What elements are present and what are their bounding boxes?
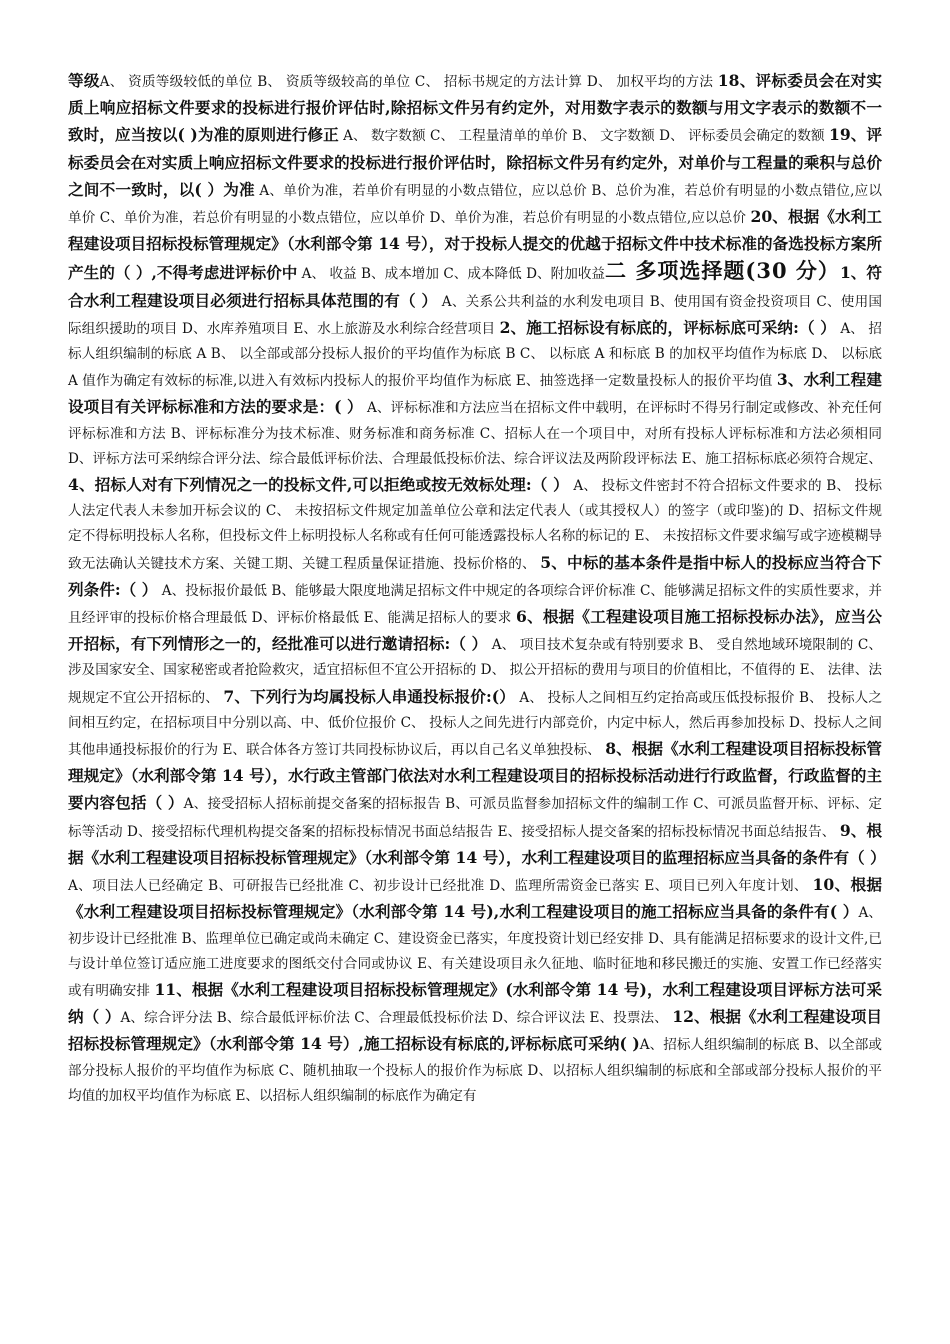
question-stem: 4、招标人对有下列情况之一的投标文件,可以拒绝或按无效标处理:（ ） [68,475,569,495]
question-stem: 2、施工招标设有标底的，评标标底可采纳:（ ） [499,317,836,337]
question-stem: 12、根据《水利工程建设项目招标投标管理规定》（水利部令第 14 号）,施工招标设有标底的,评标标底可采纳( ) [68,1007,882,1054]
question-stem: 1、符合水利工程建设项目必须进行招标具体范围的有（ ） [68,263,882,310]
question-stem: 等级 [68,71,100,90]
question-stem: 5、中标的基本条件是指中标人的投标应当符合下列条件:（ ） [68,552,882,599]
answer-options: A、 数字数额 C、 工程量清单的单价 B、 文字数额 D、 评标委员会确定的数额 [338,128,829,145]
answer-options: A、项目法人已经确定 B、可研报告已经批准 C、初步设计已经批准 D、监理所需资金已落实 E、项目已列入年度计划、 [68,878,813,895]
question-stem: 7、下列行为均属投标人串通投标报价:(） [223,686,515,706]
question-stem: 9、根据《水利工程建设项目招标投标管理规定》（水利部令第 14 号），水利工程建设项目的监理招标应当具备的条件有（ ） [68,820,886,867]
question-stem: 19、评标委员会在对实质上响应招标文件要求的投标进行报价评估时，除招标文件另有约定外，对单价与工程量的乘积与总价之间不一致时，以( ）为准 [68,125,883,199]
question-stem: 20、根据《水利工程建设项目招标投标管理规定》（水利部令第 14 号），对于投标人提交的优越于招标文件中技术标准的备选投标方案所产生的（ ）,不得考虑进评标价中 [68,207,882,283]
question-stem: 10、根据《水利工程建设项目招标投标管理规定》（水利部令第 14 号),水利工程建设项目的施工招标应当具备的条件有( ） [68,875,882,922]
answer-options: A、 招标人组织编制的标底 A B、 以全部或部分投标人报价的平均值作为标底 B C、 以标底 A 和标底 B 的加权平均值作为标底 D、 以标底 A 值作为确定有效标的标准,以进入有效标内投标人的报价平均值作为标底 E、抽签选择一定数量投标人的报价平均值 [68,320,882,390]
answer-options: A、接受招标人招标前提交备案的招标报告 B、可派员监督参加招标文件的编制工作 C、可派员监督开标、评标、定标等活动 D、接受招标代理机构提交备案的招标投标情况书面总结报告 E、接受招标人提交备案的招标投标情况书面总结报告、 [68,796,882,840]
answer-options: A、 资质等级较低的单位 B、 资质等级较高的单位 C、 招标书规定的方法计算 D、 加权平均的方法 [99,74,718,90]
question-stem: 3、水利工程建设项目有关评标标准和方法的要求是：( ） [68,370,882,417]
answer-options: A、综合评分法 B、综合最低评标价法 C、合理最低投标价法 D、综合评议法 E、投票法、 [120,1010,673,1027]
document-body-text [68,68,886,1109]
answer-options: A、 投标文件密封不符合招标文件要求的 B、 投标人法定代表人未参加开标会议的 C、 未按招标文件规定加盖单位公章和法定代表人（或其授权人）的签字（或印鉴)的 D、招标文件规定不得标明投标人名称，但投标文件上标明投标人名称或有任何可能透露投标人名称的标记的 E、 未按招标文件要求编写或字迹模糊导致无法确认关键技术方案、关键工期、关键工程质量保证措施、投标价格的、 [68,478,883,572]
answer-options: A、初步设计已经批准 B、监理单位已确定或尚未确定 C、建设资金已落实，年度投资计划已经安排 D、具有能满足招标要求的设计文件,已与设计单位签订适应施工进度要求的图纸交付合同或协议 E、有关建设项目永久征地、临时征地和移民搬迁的实施、安置工作已经落实或有明确安排 [68,905,882,999]
answer-options: A、投标报价最低 B、能够最大限度地满足招标文件中规定的各项综合评价标准 C、能够满足招标文件的实质性要求，并且经评审的投标价格合理最低 D、评标价格最低 E、能满足招标人的要求 [68,582,883,627]
question-stem: 18、评标委员会在对实质上响应招标文件要求的投标进行报价评估时,除招标文件另有约定外，对用数字表示的数额与用文字表示的数额不一致时，应当按以( )为准的原则进行修正 [68,71,882,145]
answer-options: A、评标标准和方法应当在招标文件中载明，在评标时不得另行制定或修改、补充任何评标标准和方法 B、评标标准分为技术标准、财务标准和商务标准 C、招标人在一个项目中，对所有投标人评标标准和方法必须相同 D、评标方法可采纳综合评分法、综合最低评标价法、合理最低投标价法、综合评议法及两阶段评标法 E、施工招标标底必须符合规定、 [68,400,882,467]
question-stem: 8、根据《水利工程建设项目招标投标管理规定》（水利部令第 14 号），水行政主管部门依法对水利工程建设项目的招标投标活动进行行政监督，行政监督的主要内容包括（ ） [68,739,883,813]
answer-options: A、单价为准，若单价有明显的小数点错位，应以总价 B、总价为准，若总价有明显的小数点错位,应以单价 C、单价为准，若总价有明显的小数点错位，应以单价 D、单价为准，若总价有明显的小数点错位,应以总价 [68,182,882,227]
answer-options: A、 项目技术复杂或有特别要求 B、 受自然地域环境限制的 C、 涉及国家安全、国家秘密或者抢险救灾，适宜招标但不宜公开招标的 D、 拟公开招标的费用与项目的价值相比，不值得的 E、 法律、法规规定不宜公开招标的、 [68,637,883,706]
answer-options: A、关系公共利益的水利发电项目 B、使用国有资金投资项目 C、使用国际组织援助的项目 D、水库养殖项目 E、水上旅游及水利综合经营项目 [68,293,882,337]
answer-options: A、 投标人之间相互约定抬高或压低投标报价 B、 投标人之间相互约定，在招标项目中分别以高、中、低价位报价 C、 投标人之间先进行内部竞价，内定中标人，然后再参加投标 D、投标人之间其他串通投标报价的行为 E、联合体各方签订共同投标协议后，再以自己名义单独投标、 [68,689,882,759]
answer-options: A、 收益 B、成本增加 C、成本降低 D、附加收益 [297,266,606,283]
question-stem: 6、根据《工程建设项目施工招标投标办法》，应当公开招标，有下列情形之一的，经批准可以进行邀请招标:（ ） [68,607,882,654]
section-heading: 二 多项选择题(30 分） [605,258,840,284]
answer-options: A、招标人组织编制的标底 B、以全部或部分投标人报价的平均值作为标底 C、随机抽取一个投标人的报价作为标底 D、以招标人组织编制的标底和全部或部分投标人报价的平均值的加权平均值作为标底 E、以招标人组织编制的标底作为确定有 [68,1037,882,1104]
question-stem: 11、根据《水利工程建设项目招标投标管理规定》(水利部令第 14 号)，水利工程建设项目评标方法可采纳（ ） [68,979,882,1027]
